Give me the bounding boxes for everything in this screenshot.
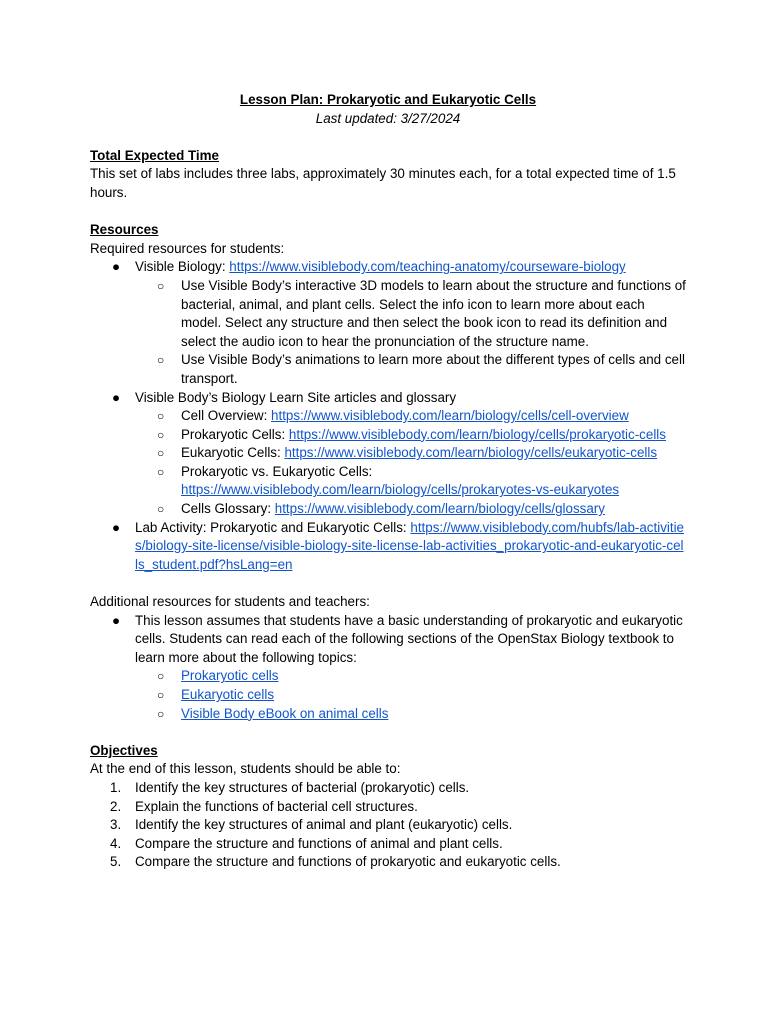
- resource-label: Visible Biology:: [135, 259, 230, 275]
- circle-bullet-icon: ○: [157, 353, 165, 368]
- objective-item: [90, 779, 686, 798]
- subitem-text: Use Visible Body’s animations to learn more about the different types of cells and cell transport.: [181, 352, 685, 386]
- circle-bullet-icon: ○: [157, 502, 165, 517]
- circle-bullet-icon: ○: [157, 688, 165, 702]
- resources-intro: Required resources for students:: [90, 240, 285, 256]
- resource-item-lab-activity: [90, 519, 686, 575]
- time-text: This set of labs includes three labs, approximately 30 minutes each, for a total expected time of 1.5 hours.: [90, 166, 676, 200]
- objective-number: 5.: [110, 854, 122, 870]
- subitem-label: Eukaryotic Cells:: [181, 445, 285, 461]
- circle-bullet-icon: ○: [157, 669, 165, 684]
- resource-item-learn-site: [90, 389, 686, 408]
- resource-label: Visible Body’s Biology Learn Site articles and glossary: [135, 389, 457, 405]
- objective-text: Compare the structure and functions of prokaryotic and eukaryotic cells.: [135, 854, 561, 870]
- additional-subitem: [90, 705, 686, 724]
- visible-biology-link[interactable]: https://www.visiblebody.com/teaching-anatomy/courseware-biology: [229, 259, 626, 275]
- circle-bullet-icon: ○: [157, 427, 165, 442]
- subitem-label: Prokaryotic Cells:: [181, 426, 289, 442]
- eukaryotic-cells-link[interactable]: https://www.visiblebody.com/learn/biology/cells/eukaryotic-cells: [284, 445, 658, 461]
- resource-subitem: [90, 277, 686, 351]
- cells-glossary-link[interactable]: https://www.visiblebody.com/learn/biology/cells/glossary: [274, 501, 605, 517]
- resource-label: Lab Activity: Prokaryotic and Eukaryotic Cells:: [135, 519, 411, 535]
- page-title: Lesson Plan: Prokaryotic and Eukaryotic Cells: [239, 92, 537, 107]
- objective-number: 3.: [110, 817, 122, 833]
- objective-item: [90, 816, 686, 835]
- circle-bullet-icon: ○: [157, 464, 165, 479]
- lab-activity-link[interactable]: https://www.visiblebody.com/hubfs/lab-activities/biology-site-license/visible-biology-site-license-lab-activities_prokaryotic-and-eukaryotic-cells_student.pdf?hsLang=en: [135, 519, 685, 572]
- prokaryotic-cells-link[interactable]: https://www.visiblebody.com/learn/biology/cells/prokaryotic-cells: [288, 426, 666, 442]
- circle-bullet-icon: ○: [157, 409, 165, 424]
- resources-heading: Resources: [90, 222, 159, 238]
- objective-item: [90, 853, 686, 872]
- subitem-label: Prokaryotic vs. Eukaryotic Cells:: [181, 463, 373, 479]
- objective-item: [90, 835, 686, 854]
- additional-item-text: This lesson assumes that students have a basic understanding of prokaryotic and eukaryotic cells. Students can read each of the following sections of the OpenStax Biology textbook to learn more about the following topics:: [135, 612, 683, 665]
- objective-number: 4.: [110, 835, 122, 851]
- objectives-heading: Objectives: [90, 742, 158, 758]
- bullet-icon: ●: [112, 519, 121, 535]
- additional-subitem: [90, 686, 686, 705]
- document-content: [90, 91, 686, 872]
- circle-bullet-icon: ○: [157, 446, 165, 461]
- resource-subitem: [90, 500, 686, 519]
- objectives-intro: At the end of this lesson, students should be able to:: [90, 761, 401, 777]
- additional-intro: Additional resources for students and teachers:: [90, 594, 370, 610]
- subitem-label: Cell Overview:: [181, 408, 272, 424]
- bullet-icon: ●: [112, 389, 121, 405]
- objective-text: Identify the key structures of bacterial (prokaryotic) cells.: [135, 779, 470, 795]
- resource-subitem: [90, 351, 686, 388]
- bullet-icon: ●: [112, 259, 121, 275]
- openstax-prokaryotic-link[interactable]: Prokaryotic cells: [181, 668, 279, 684]
- subitem-label: Cells Glossary:: [181, 501, 275, 517]
- objective-text: Compare the structure and functions of animal and plant cells.: [135, 835, 503, 851]
- time-heading: Total Expected Time: [90, 147, 219, 163]
- objective-text: Explain the functions of bacterial cell structures.: [135, 798, 418, 814]
- resource-subitem: [90, 463, 686, 500]
- objective-text: Identify the key structures of animal and plant (eukaryotic) cells.: [135, 817, 513, 833]
- resource-subitem: [90, 444, 686, 463]
- bullet-icon: ●: [112, 612, 121, 628]
- resource-subitem: [90, 407, 686, 426]
- resource-item-visible-biology: [90, 258, 686, 277]
- objective-number: 1.: [110, 779, 122, 795]
- last-updated: Last updated: 3/27/2024: [315, 110, 461, 126]
- openstax-eukaryotic-link[interactable]: Eukaryotic cells: [181, 687, 275, 702]
- objective-number: 2.: [110, 798, 122, 814]
- resource-subitem: [90, 426, 686, 445]
- subitem-text: Use Visible Body’s interactive 3D models to learn about the structure and functions of bacterial, animal, and plant cells. Select the info icon to learn more about each model. Select any structure and then select the book icon to read its definition and select the audio icon to hear the pronunciation of the structure name.: [181, 277, 686, 349]
- circle-bullet-icon: ○: [157, 278, 165, 293]
- prokaryotes-vs-eukaryotes-link[interactable]: https://www.visiblebody.com/learn/biology/cells/prokaryotes-vs-eukaryotes: [181, 482, 620, 498]
- cell-overview-link[interactable]: https://www.visiblebody.com/learn/biology/cells/cell-overview: [271, 408, 629, 424]
- objective-item: [90, 798, 686, 817]
- circle-bullet-icon: ○: [157, 706, 165, 721]
- additional-subitem: [90, 667, 686, 686]
- additional-item: [90, 612, 686, 668]
- ebook-animal-cells-link[interactable]: Visible Body eBook on animal cells: [181, 705, 389, 721]
